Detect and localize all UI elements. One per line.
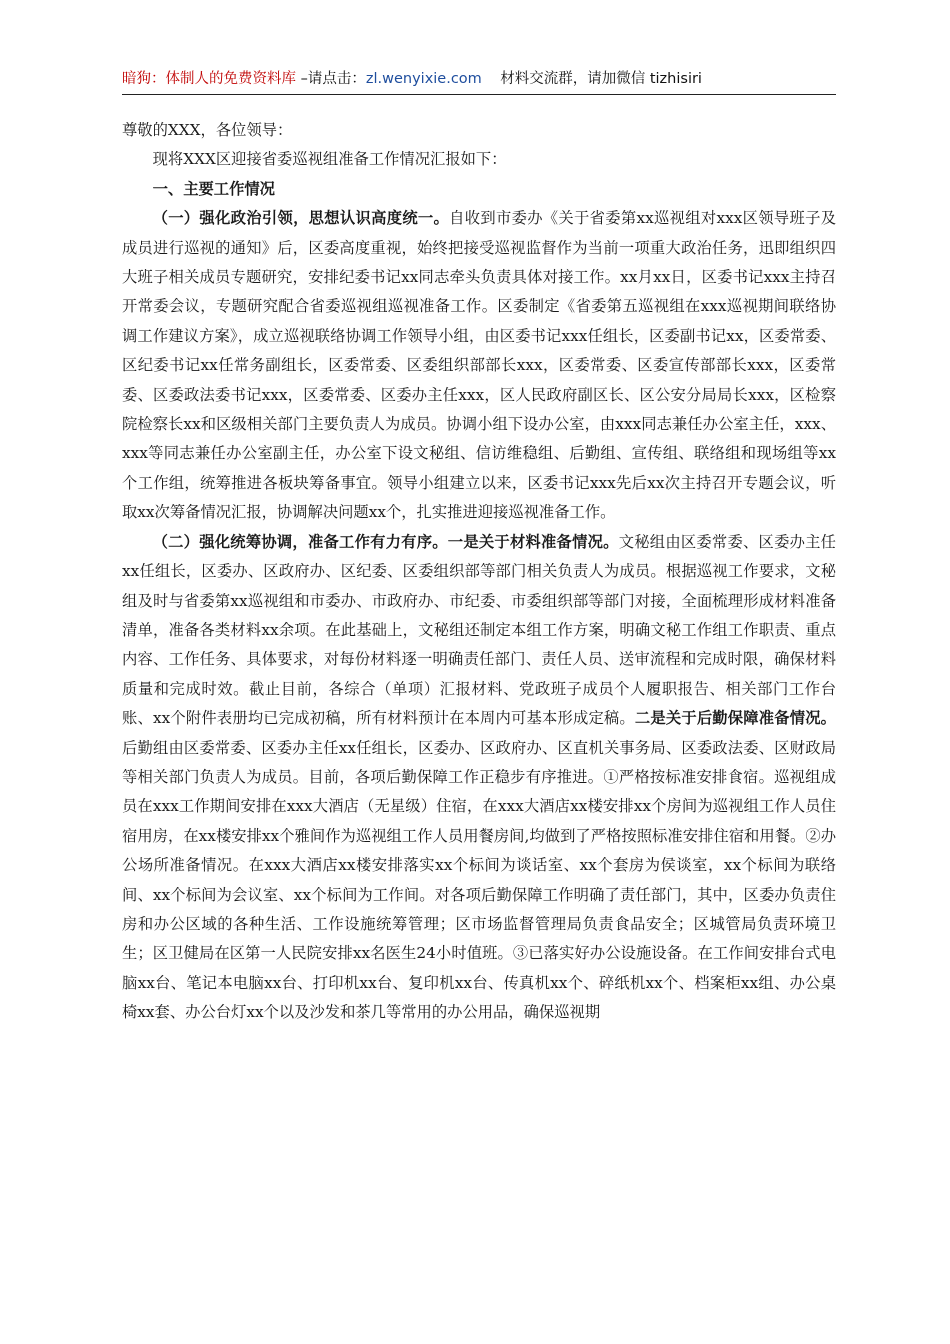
- paragraph-1-lead: （一）强化政治引领，思想认识高度统一。: [152, 209, 450, 228]
- document-body: [122, 116, 836, 1028]
- header-divider: [122, 94, 836, 95]
- paragraph-2: [122, 528, 836, 1028]
- paragraph-2-body-1: 文秘组由区委常委、区委办主任xx任组长，区委办、区政府办、区纪委、区委组织部等部门相关负责人为成员。根据巡视工作要求，文秘组及时与省委第xx巡视组和市委办、市政府办、市纪委、市委组织部等部门对接，全面梳理形成材料准备清单，准备各类材料xx余项。在此基础上，文秘组还制定本组工作方案，明确文秘工作组工作职责、重点内容、工作任务、具体要求，对每份材料逐一明确责任部门、责任人员、送审流程和完成时限，确保材料质量和完成时效。截止目前，各综合（单项）汇报材料、党政班子成员个人履职报告、相关部门工作台账、xx个附件表册均已完成初稿，所有材料预计在本周内可基本形成定稿。: [122, 532, 836, 728]
- paragraph-2-body-2: 后勤组由区委常委、区委办主任xx任组长，区委办、区政府办、区直机关事务局、区委政法委、区财政局等相关部门负责人为成员。目前，各项后勤保障工作正稳步有序推进。①严格按标准安排食宿。巡视组成员在xxx工作期间安排在xxx大酒店（无星级）住宿，在xxx大酒店xx楼安排xx个房间为巡视组工作人员住宿用房，在xx楼安排xx个雅间作为巡视组工作人员用餐房间,均做到了严格按照标准安排住宿和用餐。②办公场所准备情况。在xxx大酒店xx楼安排落实xx个标间为谈话室、xx个套房为侯谈室，xx个标间为联络间、xx个标间为会议室、xx个标间为工作间。对各项后勤保障工作明确了责任部门，其中，区委办负责住房和办公区域的各种生活、工作设施统筹管理；区市场监督管理局负责食品安全；区城管局负责环境卫生；区卫健局在区第一人民院安排xx名医生24小时值班。③已落实好办公设施设备。在工作间安排台式电脑xx台、笔记本电脑xx台、打印机xx台、复印机xx台、传真机xx个、碎纸机xx个、档案柜xx组、办公桌椅xx套、办公台灯xx个以及沙发和茶几等常用的办公用品，确保巡视期: [122, 738, 836, 1022]
- paragraph-1-body: 自收到市委办《关于省委第xx巡视组对xxx区领导班子及成员进行巡视的通知》后，区委高度重视，始终把接受巡视监督作为当前一项重大政治任务，迅即组织四大班子相关成员专题研究，安排纪委书记xx同志牵头负责具体对接工作。xx月xx日，区委书记xxx主持召开常委会议，专题研究配合省委巡视组巡视准备工作。区委制定《省委第五巡视组在xxx巡视期间联络协调工作建议方案》，成立巡视联络协调工作领导小组，由区委书记xxx任组长，区委副书记xx，区委常委、区纪委书记xx任常务副组长，区委常委、区委组织部部长xxx，区委常委、区委宣传部部长xxx，区委常委、区委政法委书记xxx，区委常委、区委办主任xxx，区人民政府副区长、区公安分局局长xxx，区检察院检察长xx和区级相关部门主要负责人为成员。协调小组下设办公室，由xxx同志兼任办公室主任，xxx、xxx等同志兼任办公室副主任，办公室下设文秘组、信访维稳组、后勤组、宣传组、联络组和现场组等xx个工作组，统筹推进各板块筹备事宜。领导小组建立以来，区委书记xxx先后xx次主持召开专题会议，听取xx次筹备情况汇报，协调解决问题xx个，扎实推进迎接巡视准备工作。: [122, 209, 836, 522]
- paragraph-2-lead-2: 二是关于后勤保障准备情况。: [634, 709, 836, 728]
- paragraph-2-lead: （二）强化统筹协调，准备工作有力有序。一是关于材料准备情况。: [152, 532, 619, 551]
- salutation: 尊敬的XXX，各位领导：: [122, 121, 293, 139]
- section-heading: 一、主要工作情况: [152, 179, 275, 198]
- site-name: 暗狗：体制人的免费资料库: [122, 71, 296, 87]
- contact-info: 材料交流群，请加微信 tizhisiri: [500, 71, 702, 87]
- paragraph-1: [122, 204, 836, 527]
- site-link[interactable]: zl.wenyixie.com: [365, 71, 482, 87]
- page-header: [122, 68, 836, 90]
- link-prefix: –请点击：: [296, 71, 366, 87]
- intro-line: 现将XXX区迎接省委巡视组准备工作情况汇报如下：: [152, 150, 507, 169]
